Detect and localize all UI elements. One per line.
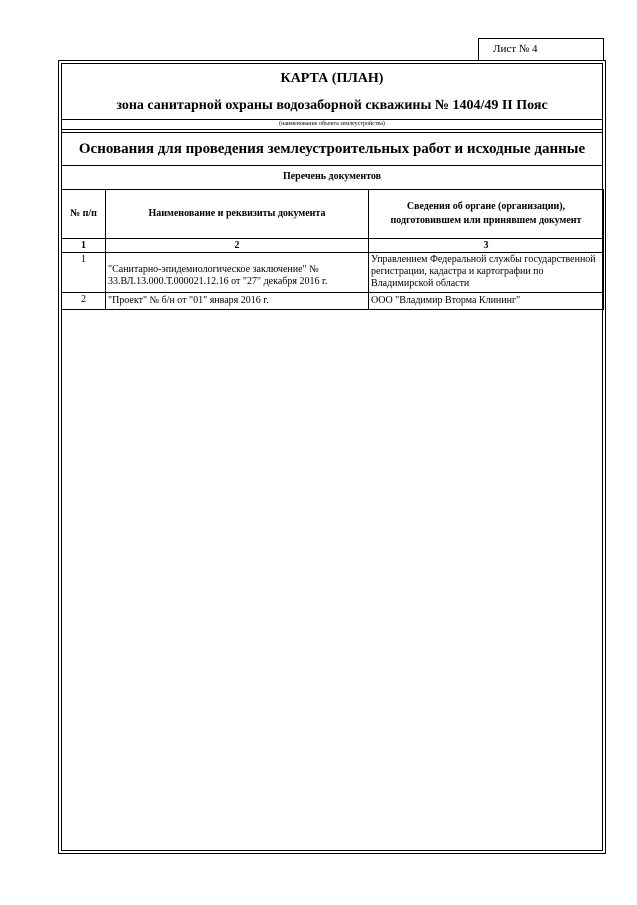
- object-name: зона санитарной охраны водозаборной скважины № 1404/49 II Пояс: [116, 98, 548, 113]
- column-header: № п/п: [62, 190, 106, 239]
- divider: [61, 129, 603, 130]
- table-header-row: [62, 190, 604, 239]
- column-number: 2: [106, 239, 369, 253]
- column-number: 3: [369, 239, 604, 253]
- documents-title: Перечень документов: [282, 171, 382, 182]
- row-number: 1: [62, 253, 106, 293]
- sheet-number: Лист № 4: [478, 38, 604, 60]
- document-name: "Проект" № б/н от "01" января 2016 г.: [106, 293, 369, 310]
- page-title: КАРТА (ПЛАН): [280, 71, 384, 86]
- object-caption: (наименование объекта землеустройства): [279, 121, 385, 127]
- column-number-row: [62, 239, 604, 253]
- documents-table: [61, 189, 604, 310]
- column-header: Сведения об органе (организации), подготовившем или принявшем документ: [369, 190, 604, 239]
- table-row: [62, 253, 604, 293]
- column-number: 1: [62, 239, 106, 253]
- document-org: Управлением Федеральной службы государственной регистрации, кадастра и картографии по Владимирской области: [369, 253, 604, 293]
- table-row: [62, 293, 604, 310]
- section-title: Основания для проведения землеустроительных работ и исходные данные: [78, 141, 586, 157]
- divider: [61, 165, 603, 166]
- column-header: Наименование и реквизиты документа: [106, 190, 369, 239]
- document-org: ООО "Владимир Вторма Клининг": [369, 293, 604, 310]
- document-name: "Санитарно-эпидемиологическое заключение" № 33.ВЛ.13.000.Т.000021.12.16 от "27" декабря 2016 г.: [106, 253, 369, 293]
- divider: [61, 132, 603, 133]
- row-number: 2: [62, 293, 106, 310]
